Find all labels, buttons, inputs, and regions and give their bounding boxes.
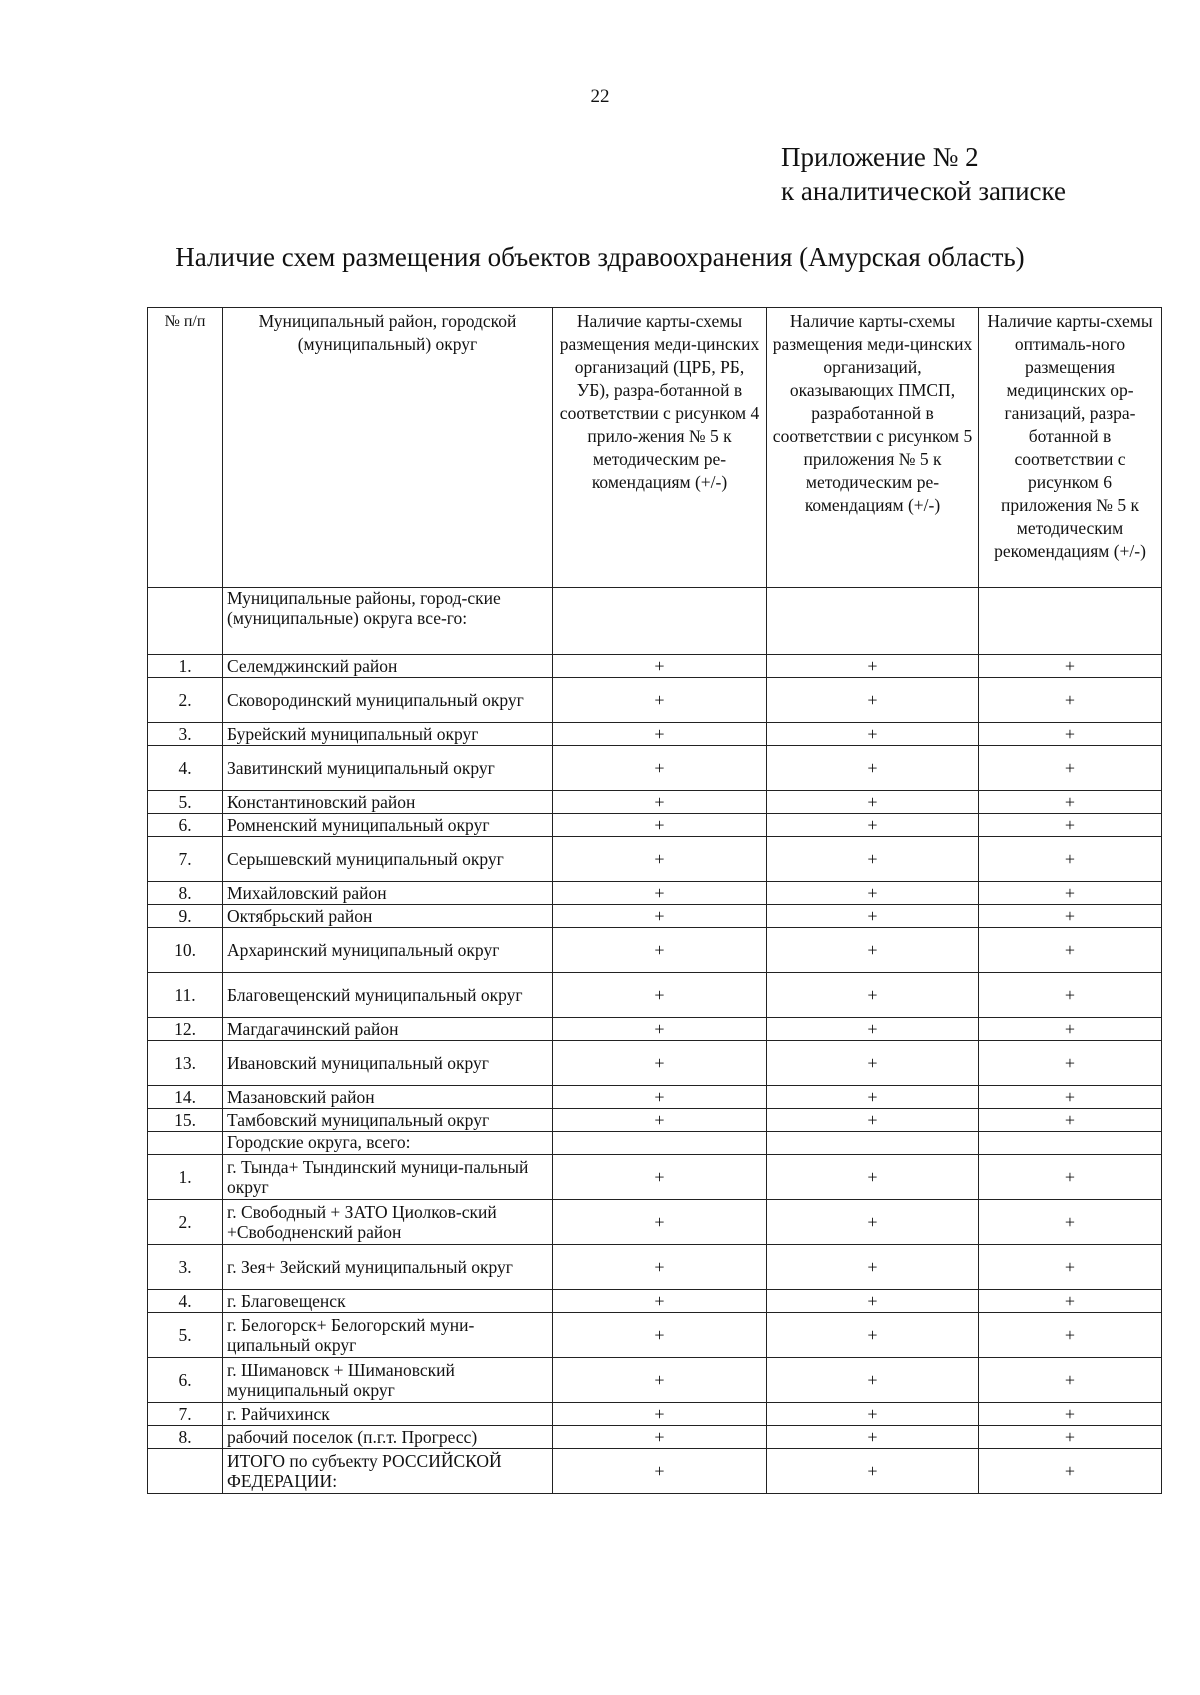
section-cities-row — [148, 1132, 1162, 1155]
total-row — [148, 1449, 1162, 1494]
row-name: Константиновский район — [223, 791, 553, 814]
row-number: 10. — [148, 928, 223, 973]
mark-col3: + — [979, 1290, 1162, 1313]
mark-col3: + — [979, 1109, 1162, 1132]
table-row — [148, 1245, 1162, 1290]
document-title: Наличие схем размещения объектов здравоохранения (Амурская область) — [175, 242, 1025, 272]
mark-col3: + — [979, 905, 1162, 928]
row-number: 2. — [148, 1200, 223, 1245]
row-name: г. Благовещенск — [223, 1290, 553, 1313]
mark-col1: + — [553, 814, 767, 837]
table-row — [148, 837, 1162, 882]
total-col3: + — [979, 1449, 1162, 1494]
header-col1: Наличие карты-схемы размещения меди-цинских организаций (ЦРБ, РБ, УБ), разра-ботанной в соответствии с рисунком 4 прило-жения № 5 к методическим ре-комендациям (+/-) — [553, 308, 767, 588]
row-name: Благовещенский муниципальный округ — [223, 973, 553, 1018]
table-row — [148, 1086, 1162, 1109]
row-number: 1. — [148, 655, 223, 678]
total-num — [148, 1449, 223, 1494]
section-empty-cell — [979, 588, 1162, 655]
mark-col2: + — [767, 814, 979, 837]
mark-col3: + — [979, 1426, 1162, 1449]
appendix-note — [781, 140, 1066, 208]
section-num — [148, 1132, 223, 1155]
table-row — [148, 1313, 1162, 1358]
table-row — [148, 791, 1162, 814]
mark-col1: + — [553, 1290, 767, 1313]
table-row — [148, 678, 1162, 723]
section-empty-cell — [553, 588, 767, 655]
row-name: Мазановский район — [223, 1086, 553, 1109]
mark-col1: + — [553, 746, 767, 791]
table-row — [148, 1403, 1162, 1426]
row-name: рабочий поселок (п.г.т. Прогресс) — [223, 1426, 553, 1449]
mark-col2: + — [767, 1245, 979, 1290]
table-row — [148, 814, 1162, 837]
mark-col1: + — [553, 791, 767, 814]
row-number: 2. — [148, 678, 223, 723]
row-number: 7. — [148, 837, 223, 882]
row-number: 5. — [148, 791, 223, 814]
mark-col1: + — [553, 1086, 767, 1109]
mark-col1: + — [553, 1155, 767, 1200]
mark-col2: + — [767, 1426, 979, 1449]
header-name: Муниципальный район, городской (муниципальный) округ — [223, 308, 553, 588]
section-empty-cell — [767, 1132, 979, 1155]
mark-col3: + — [979, 746, 1162, 791]
mark-col2: + — [767, 1018, 979, 1041]
table-row — [148, 928, 1162, 973]
mark-col1: + — [553, 837, 767, 882]
mark-col1: + — [553, 973, 767, 1018]
mark-col3: + — [979, 655, 1162, 678]
mark-col1: + — [553, 1018, 767, 1041]
total-label: ИТОГО по субъекту РОССИЙСКОЙ ФЕДЕРАЦИИ: — [223, 1449, 553, 1494]
mark-col3: + — [979, 928, 1162, 973]
table-row — [148, 655, 1162, 678]
table-row — [148, 1041, 1162, 1086]
row-name: Серышевский муниципальный округ — [223, 837, 553, 882]
mark-col1: + — [553, 1358, 767, 1403]
row-name: г. Зея+ Зейский муниципальный округ — [223, 1245, 553, 1290]
mark-col3: + — [979, 1041, 1162, 1086]
mark-col3: + — [979, 882, 1162, 905]
row-name: Тамбовский муниципальный округ — [223, 1109, 553, 1132]
mark-col2: + — [767, 973, 979, 1018]
mark-col1: + — [553, 1109, 767, 1132]
row-name: г. Тында+ Тындинский муници-пальный округ — [223, 1155, 553, 1200]
row-number: 4. — [148, 746, 223, 791]
appendix-line-1: Приложение № 2 — [781, 142, 979, 172]
table-row — [148, 973, 1162, 1018]
mark-col1: + — [553, 655, 767, 678]
row-number: 6. — [148, 814, 223, 837]
total-col2: + — [767, 1449, 979, 1494]
row-number: 6. — [148, 1358, 223, 1403]
row-number: 3. — [148, 1245, 223, 1290]
row-name: Селемджинский район — [223, 655, 553, 678]
section-num — [148, 588, 223, 655]
row-name: Ромненский муниципальный округ — [223, 814, 553, 837]
table-row — [148, 882, 1162, 905]
mark-col2: + — [767, 1200, 979, 1245]
mark-col2: + — [767, 1290, 979, 1313]
mark-col1: + — [553, 1245, 767, 1290]
row-number: 5. — [148, 1313, 223, 1358]
mark-col3: + — [979, 723, 1162, 746]
mark-col3: + — [979, 791, 1162, 814]
mark-col3: + — [979, 1018, 1162, 1041]
row-name: г. Райчихинск — [223, 1403, 553, 1426]
mark-col2: + — [767, 905, 979, 928]
mark-col2: + — [767, 928, 979, 973]
mark-col3: + — [979, 814, 1162, 837]
appendix-line-2: к аналитической записке — [781, 176, 1066, 206]
row-name: Завитинский муниципальный округ — [223, 746, 553, 791]
row-number: 14. — [148, 1086, 223, 1109]
row-number: 12. — [148, 1018, 223, 1041]
mark-col1: + — [553, 1041, 767, 1086]
table-row — [148, 1426, 1162, 1449]
row-number: 15. — [148, 1109, 223, 1132]
table-row — [148, 1358, 1162, 1403]
mark-col2: + — [767, 1086, 979, 1109]
mark-col3: + — [979, 973, 1162, 1018]
row-name: Сковородинский муниципальный округ — [223, 678, 553, 723]
mark-col3: + — [979, 1155, 1162, 1200]
mark-col3: + — [979, 1086, 1162, 1109]
section-label: Городские округа, всего: — [223, 1132, 553, 1155]
mark-col3: + — [979, 1245, 1162, 1290]
mark-col1: + — [553, 928, 767, 973]
row-name: г. Шимановск + Шимановский муниципальный округ — [223, 1358, 553, 1403]
row-number: 1. — [148, 1155, 223, 1200]
mark-col2: + — [767, 1041, 979, 1086]
row-name: Октябрьский район — [223, 905, 553, 928]
mark-col2: + — [767, 1109, 979, 1132]
row-number: 3. — [148, 723, 223, 746]
total-col1: + — [553, 1449, 767, 1494]
row-number: 11. — [148, 973, 223, 1018]
mark-col3: + — [979, 837, 1162, 882]
mark-col2: + — [767, 655, 979, 678]
row-name: г. Свободный + ЗАТО Циолков-ский +Свободненский район — [223, 1200, 553, 1245]
row-name: Михайловский район — [223, 882, 553, 905]
row-name: Ивановский муниципальный округ — [223, 1041, 553, 1086]
table-body — [148, 588, 1162, 1494]
mark-col1: + — [553, 1313, 767, 1358]
header-col3: Наличие карты-схемы оптималь-ного размещения медицинских ор-ганизаций, разра-ботанной в соответствии с рисунком 6 приложения № 5 к методическим рекомендациям (+/-) — [979, 308, 1162, 588]
mark-col2: + — [767, 746, 979, 791]
section-empty-cell — [553, 1132, 767, 1155]
mark-col1: + — [553, 1200, 767, 1245]
mark-col2: + — [767, 791, 979, 814]
table-row — [148, 1155, 1162, 1200]
row-number: 9. — [148, 905, 223, 928]
mark-col2: + — [767, 1155, 979, 1200]
section-empty-cell — [979, 1132, 1162, 1155]
table-row — [148, 746, 1162, 791]
mark-col2: + — [767, 678, 979, 723]
mark-col1: + — [553, 905, 767, 928]
header-col2: Наличие карты-схемы размещения меди-цинских организаций, оказывающих ПМСП, разработанной в соответствии с рисунком 5 приложения № 5 к методическим ре-комендациям (+/-) — [767, 308, 979, 588]
table-row — [148, 1109, 1162, 1132]
row-name: Бурейский муниципальный округ — [223, 723, 553, 746]
mark-col2: + — [767, 723, 979, 746]
row-name: Архаринский муниципальный округ — [223, 928, 553, 973]
row-number: 4. — [148, 1290, 223, 1313]
mark-col1: + — [553, 723, 767, 746]
mark-col3: + — [979, 1313, 1162, 1358]
mark-col2: + — [767, 882, 979, 905]
row-number: 7. — [148, 1403, 223, 1426]
row-name: Магдагачинский район — [223, 1018, 553, 1041]
section-label: Муниципальные районы, город-ские (муниципальные) округа все-го: — [223, 588, 553, 655]
table-row — [148, 1200, 1162, 1245]
table-row — [148, 723, 1162, 746]
mark-col1: + — [553, 882, 767, 905]
mark-col1: + — [553, 1426, 767, 1449]
row-number: 13. — [148, 1041, 223, 1086]
page-number: 22 — [590, 86, 610, 107]
section-districts-row — [148, 588, 1162, 655]
mark-col2: + — [767, 1358, 979, 1403]
mark-col3: + — [979, 1200, 1162, 1245]
mark-col2: + — [767, 1403, 979, 1426]
table-row — [148, 1018, 1162, 1041]
row-number: 8. — [148, 1426, 223, 1449]
row-name: г. Белогорск+ Белогорский муни-ципальный округ — [223, 1313, 553, 1358]
mark-col1: + — [553, 1403, 767, 1426]
health-facilities-table — [147, 307, 1162, 1494]
mark-col2: + — [767, 1313, 979, 1358]
mark-col1: + — [553, 678, 767, 723]
mark-col3: + — [979, 1358, 1162, 1403]
row-number: 8. — [148, 882, 223, 905]
section-empty-cell — [767, 588, 979, 655]
mark-col2: + — [767, 837, 979, 882]
mark-col3: + — [979, 1403, 1162, 1426]
header-num: № п/п — [148, 308, 223, 588]
table-header-row — [148, 308, 1162, 588]
table-row — [148, 1290, 1162, 1313]
mark-col3: + — [979, 678, 1162, 723]
table-row — [148, 905, 1162, 928]
